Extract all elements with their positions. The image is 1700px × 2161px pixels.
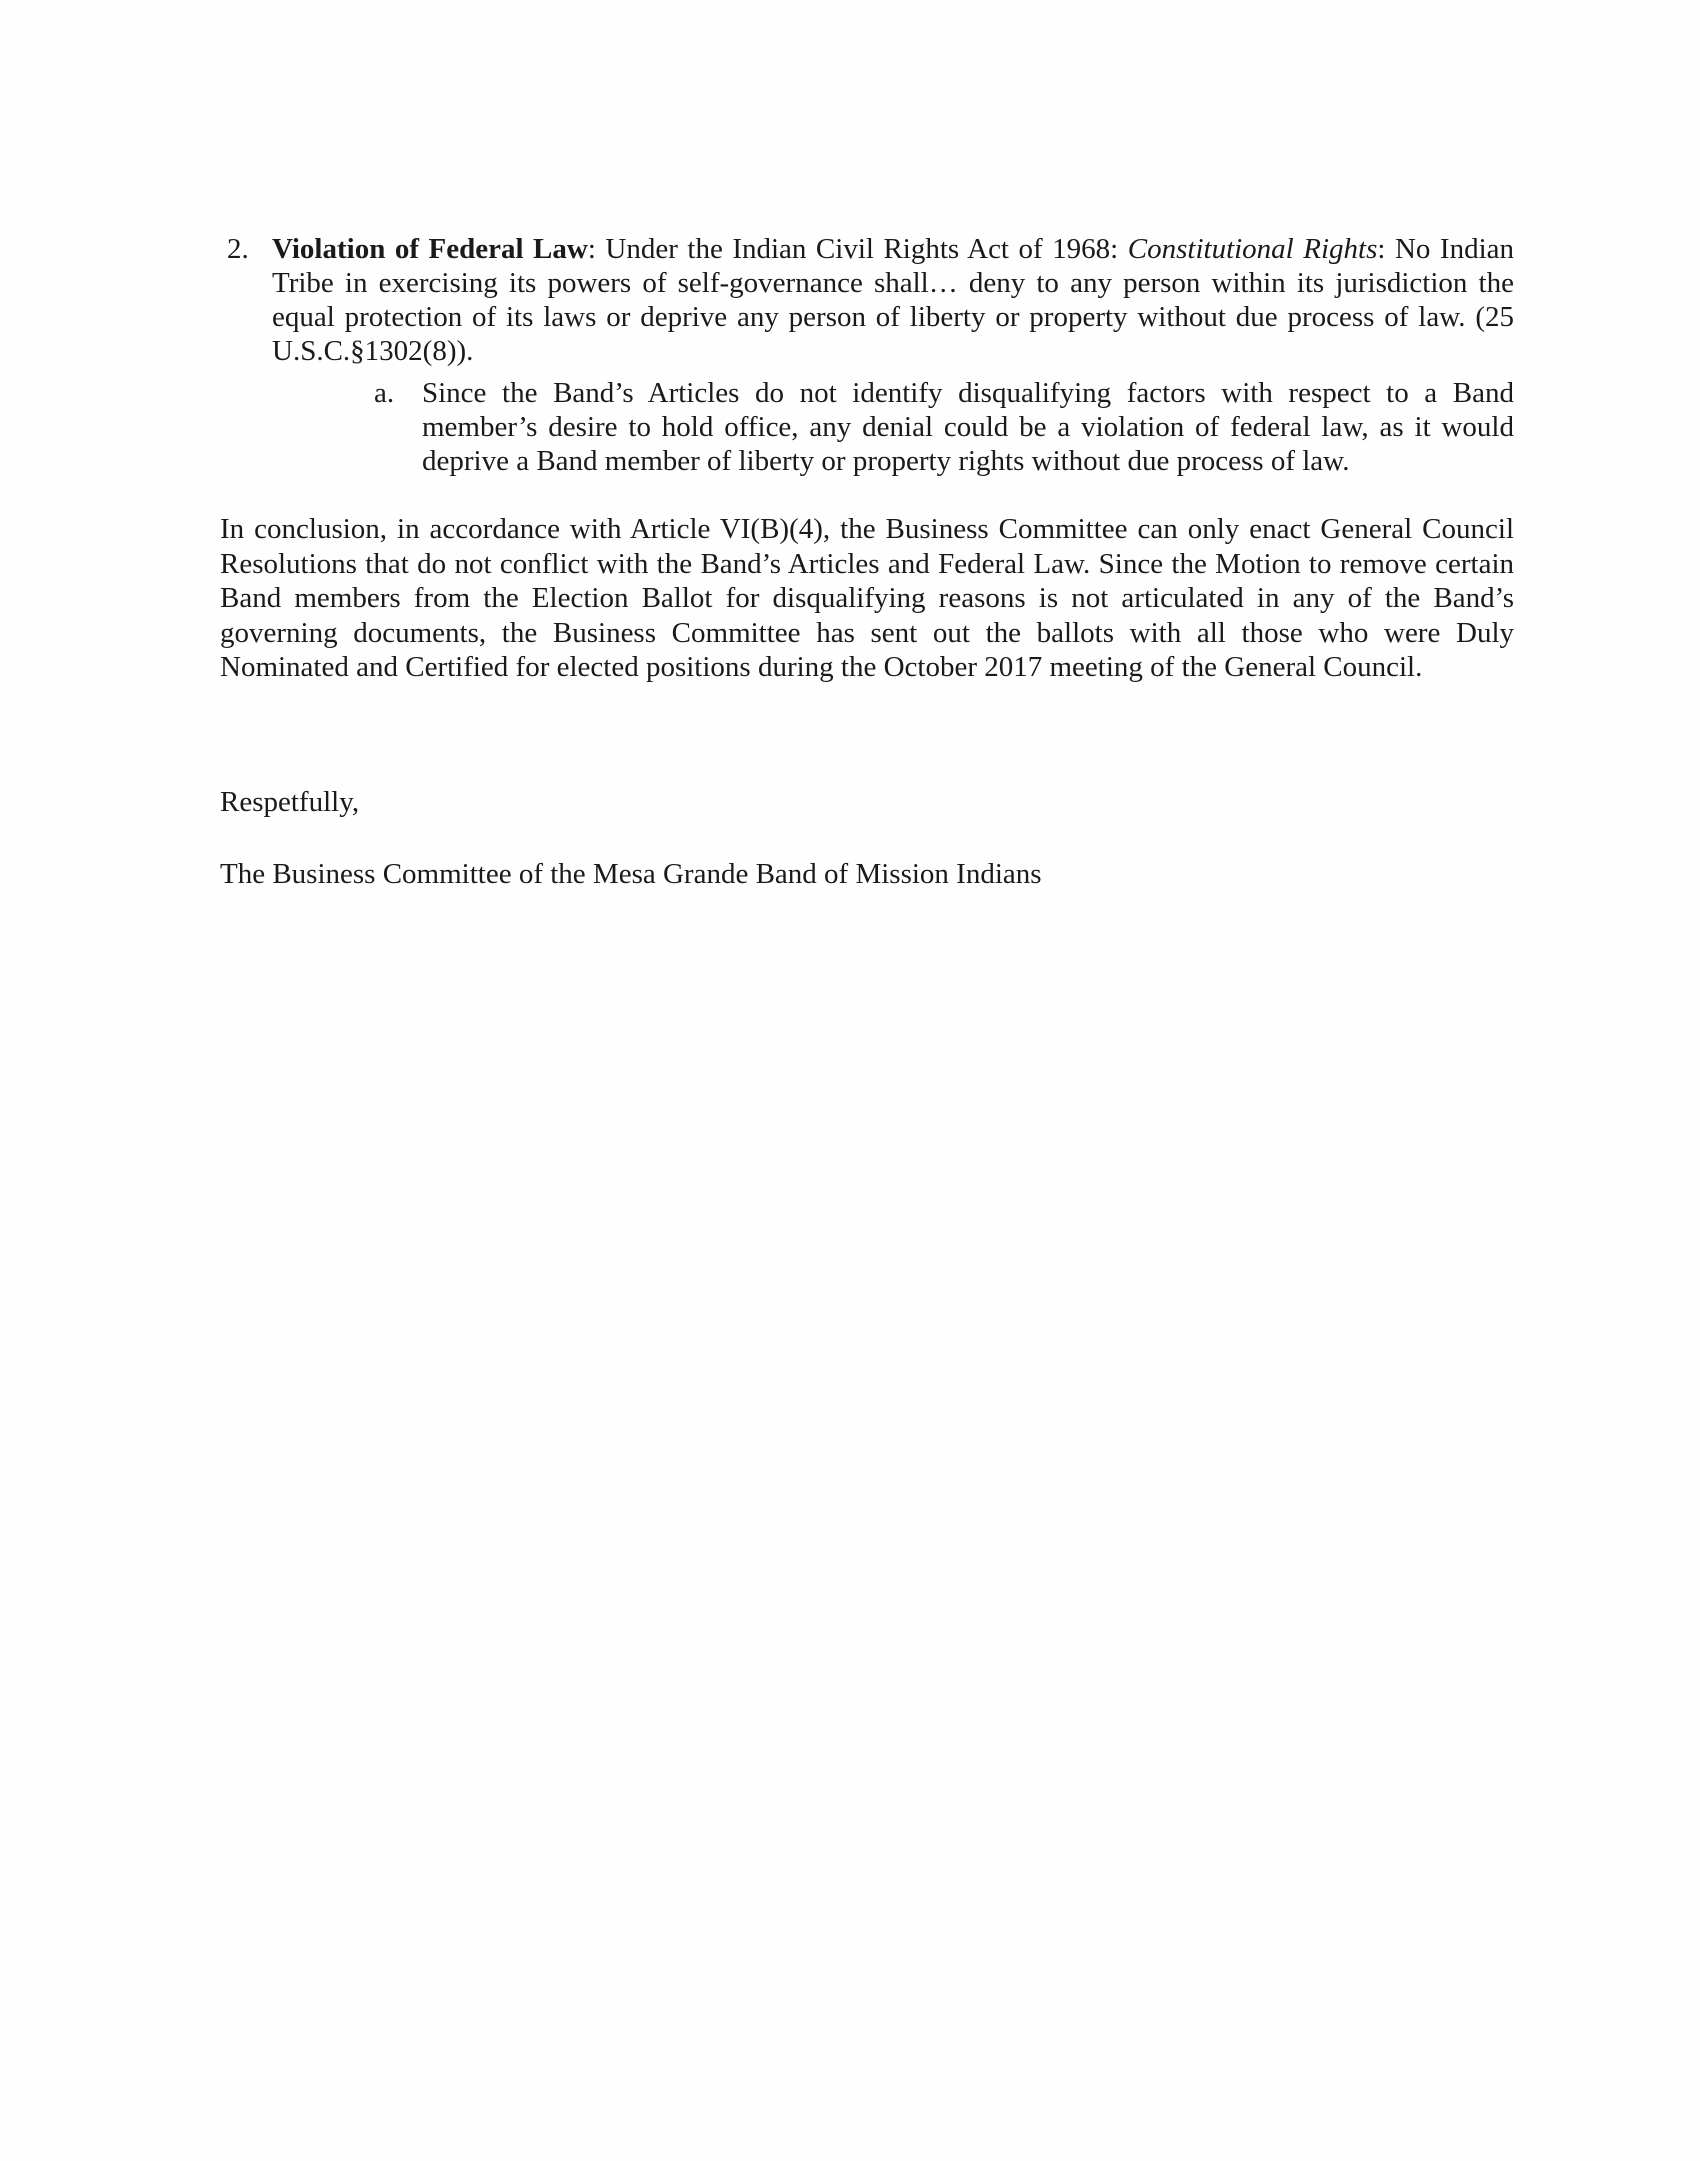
list-number: 2.: [227, 233, 249, 265]
signature-line: The Business Committee of the Mesa Grande Band of Mission Indians: [220, 858, 1042, 890]
conclusion-paragraph: In conclusion, in accordance with Article VI(B)(4), the Business Committee can only enact General Council Resolutions that do not conflict with the Band’s Articles and Federal Law. Since the Motion to remove certain Band members from the Election Ballot for disqualifying reasons is not articulated in any of the Band’s governing documents, the Business Committee has sent out the ballots with all those who were Duly Nominated and Certified for elected positions during the October 2017 meeting of the General Council.: [220, 513, 1514, 683]
sub-item-a: [374, 376, 1514, 478]
sub-item-text: Since the Band’s Articles do not identify disqualifying factors with respect to a Band member’s desire to hold office, any denial could be a violation of federal law, as it would deprive a Band member of liberty or property rights without due process of law.: [422, 377, 1514, 477]
sub-item-letter: a.: [374, 377, 395, 409]
item-heading: Violation of Federal Law: [272, 233, 588, 265]
list-item-violation-federal-law: [227, 232, 1514, 368]
closing-salutation: Respetfully,: [220, 786, 360, 818]
item-italic-term: Constitutional Rights: [1127, 233, 1378, 265]
item-text-part1: : Under the Indian Civil Rights Act of 1968:: [587, 233, 1128, 265]
item-text-part2: : No Indian Tribe in exercising its powers of self-governance shall… deny to any person within its jurisdiction the equal protection of its laws or deprive any person of liberty or property without due process of law. (25 U.S.C.§1302(8)).: [272, 233, 1514, 367]
